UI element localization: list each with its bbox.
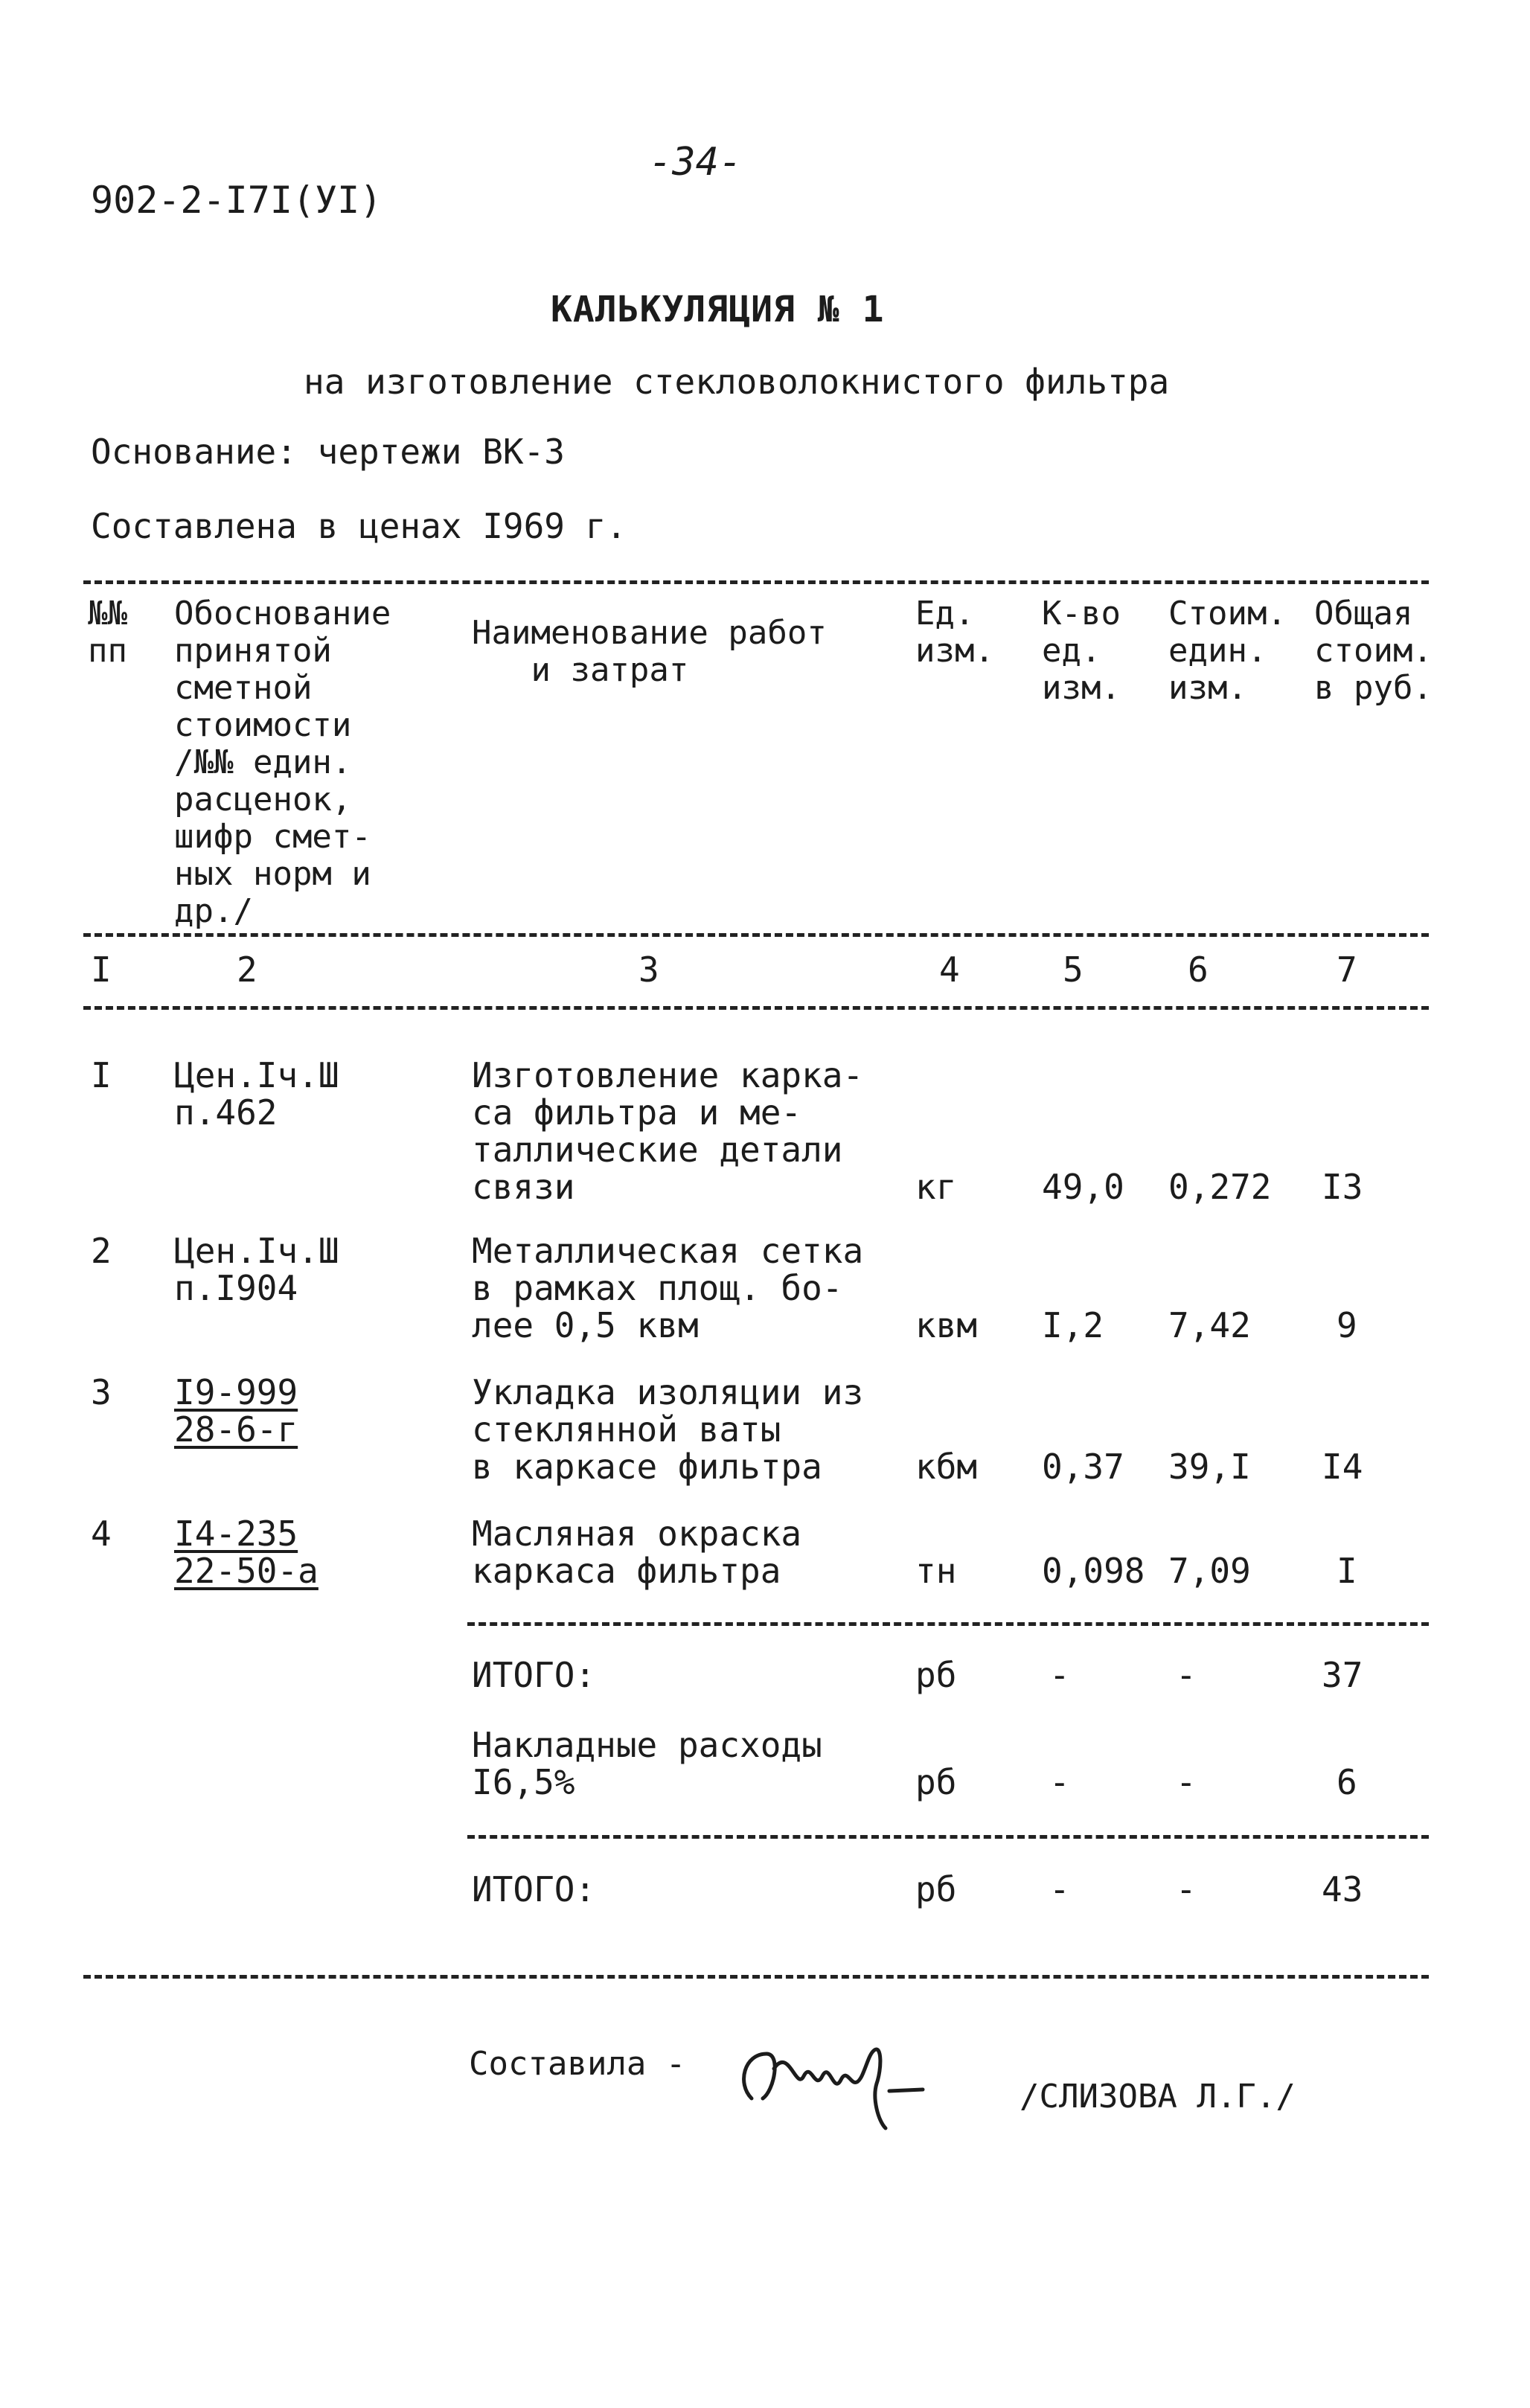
row-number: 3 <box>91 1372 112 1412</box>
row-unit: кбм <box>915 1447 978 1487</box>
row-basis: Цен.Iч.Ш п.462 <box>174 1055 339 1133</box>
row-total: I3 <box>1322 1167 1363 1207</box>
summary-price: - <box>1176 1762 1197 1802</box>
document-title: КАЛЬКУЛЯЦИЯ № 1 <box>551 289 885 330</box>
summary-qty: - <box>1049 1655 1070 1695</box>
row-unit: квм <box>915 1305 978 1345</box>
row-price: 7,42 <box>1168 1305 1251 1345</box>
summary-total: 43 <box>1322 1869 1363 1909</box>
row-name: Укладка изоляции из стеклянной ваты в каркасе фильтра <box>472 1372 864 1487</box>
row-qty: I,2 <box>1042 1305 1104 1345</box>
summary-price: - <box>1176 1655 1197 1695</box>
row-qty: 0,37 <box>1042 1447 1124 1487</box>
summary-total: 37 <box>1322 1655 1363 1695</box>
summary-price: - <box>1176 1869 1197 1909</box>
col-header-name: Наименование работ и затрат <box>472 614 827 689</box>
col-number-6: 6 <box>1188 950 1209 990</box>
row-basis-numerator: I4-235 <box>174 1514 298 1554</box>
summary-unit: рб <box>915 1655 957 1695</box>
summary-unit: рб <box>915 1869 957 1909</box>
summary-label: Накладные расходы I6,5% <box>472 1725 822 1802</box>
summary-qty: - <box>1049 1869 1070 1909</box>
col-number-5: 5 <box>1063 950 1084 990</box>
row-unit: тн <box>915 1551 957 1591</box>
summary-unit: рб <box>915 1762 957 1802</box>
page-number: -34- <box>649 140 743 185</box>
table-bottom-rule <box>83 1975 1429 1979</box>
row-number: 2 <box>91 1231 112 1271</box>
row-qty: 0,098 <box>1042 1551 1145 1591</box>
basis-line: Основание: чертежи ВК-3 <box>91 432 565 472</box>
col-number-7: 7 <box>1337 950 1357 990</box>
rows-bottom-rule <box>467 1622 1429 1626</box>
row-name: Масляная окраска каркаса фильтра <box>472 1514 802 1591</box>
col-number-1: I <box>91 950 112 990</box>
prices-line: Составлена в ценах I969 г. <box>91 506 627 546</box>
col-header-price: Стоим. един. изм. <box>1168 595 1287 707</box>
col-number-2: 2 <box>237 950 257 990</box>
summary-rule <box>467 1835 1429 1839</box>
row-unit: кг <box>915 1167 957 1207</box>
row-basis-denominator: 28-6-г <box>174 1409 298 1450</box>
row-price: 7,09 <box>1168 1551 1251 1591</box>
signer-name: /СЛИЗОВА Л.Г./ <box>1020 2078 1296 2116</box>
row-total: 9 <box>1337 1305 1357 1345</box>
table-top-rule <box>83 580 1429 584</box>
row-number: I <box>91 1055 112 1095</box>
document-code: 902-2-I7I(УI) <box>91 179 382 222</box>
summary-label: ИТОГО: <box>472 1655 596 1695</box>
header-bottom-rule <box>83 933 1429 937</box>
row-price: 0,272 <box>1168 1167 1272 1207</box>
row-basis-denominator: 22-50-а <box>174 1551 319 1591</box>
document-subtitle: на изготовление стекловолокнистого фильтра <box>304 362 1170 402</box>
col-header-unit: Ед. изм. <box>915 595 994 670</box>
row-name: Металлическая сетка в рамках площ. бо- лее 0,5 квм <box>472 1231 864 1345</box>
summary-label: ИТОГО: <box>472 1869 596 1909</box>
summary-qty: - <box>1049 1762 1070 1802</box>
col-header-basis: Обоснование принятой сметной стоимости /№№ един. расценок, шифр смет- ных норм и др./ <box>174 595 391 930</box>
summary-total: 6 <box>1337 1762 1357 1802</box>
col-number-4: 4 <box>939 950 960 990</box>
col-header-total: Общая стоим. в руб. <box>1314 595 1433 707</box>
column-numbers-rule <box>83 1006 1429 1010</box>
handwritten-signature <box>729 2024 982 2136</box>
col-number-3: 3 <box>638 950 659 990</box>
col-header-no: №№ пп <box>88 595 127 670</box>
compiled-by-label: Составила - <box>469 2045 686 2083</box>
row-total: I4 <box>1322 1447 1363 1487</box>
row-qty: 49,0 <box>1042 1167 1124 1207</box>
row-number: 4 <box>91 1514 112 1554</box>
row-name: Изготовление карка- са фильтра и ме- таллические детали связи <box>472 1055 864 1207</box>
row-total: I <box>1337 1551 1357 1591</box>
row-price: 39,I <box>1168 1447 1251 1487</box>
row-basis: Цен.Iч.Ш п.I904 <box>174 1231 339 1308</box>
row-basis-numerator: I9-999 <box>174 1372 298 1412</box>
col-header-qty: К-во ед. изм. <box>1042 595 1121 707</box>
